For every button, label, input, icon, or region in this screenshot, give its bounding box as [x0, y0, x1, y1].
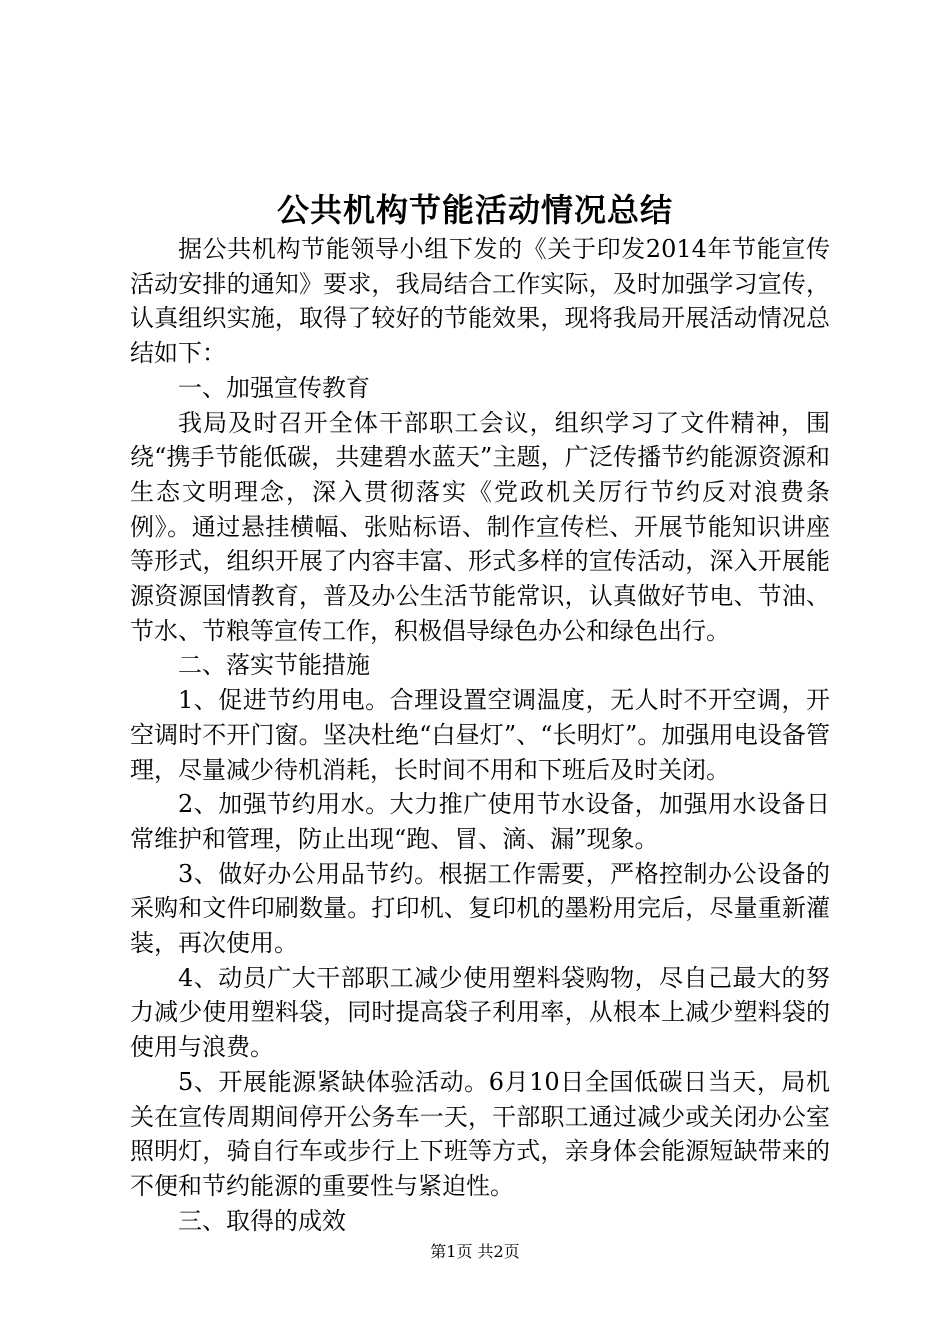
- section-heading-measures: 二、落实节能措施: [178, 651, 370, 680]
- document-title: 公共机构节能活动情况总结: [276, 191, 673, 229]
- measure-electricity-paragraph: 1、促进节约用电。合理设置空调温度，无人时不开空调，开空调时不开门窗。坚决杜绝“白昼灯”、“长明灯”。加强用电设备管理，尽量减少待机消耗，长时间不用和下班后及时关闭。: [130, 686, 830, 784]
- measure-office-supplies-paragraph: 3、做好办公用品节约。根据工作需要，严格控制办公设备的采购和文件印刷数量。打印机、复印机的墨粉用完后，尽量重新灌装，再次使用。: [130, 859, 830, 958]
- intro-paragraph: 据公共机构节能领导小组下发的《关于印发2014年节能宣传活动安排的通知》要求，我局结合工作实际，及时加强学习宣传，认真组织实施，取得了较好的节能效果，现将我局开展活动情况总结如下：: [130, 235, 830, 368]
- publicity-paragraph: 我局及时召开全体干部职工会议，组织学习了文件精神，围绕“携手节能低碳，共建碧水蓝天”主题，广泛传播节约能源资源和生态文明理念，深入贯彻落实《党政机关厉行节约反对浪费条例》。通过悬挂横幅、张贴标语、制作宣传栏、开展节能知识讲座等形式，组织开展了内容丰富、形式多样的宣传活动，深入开展能源资源国情教育，普及办公生活节能常识，认真做好节电、节油、节水、节粮等宣传工作，积极倡导绿色办公和绿色出行。: [130, 408, 830, 645]
- page-footer: 第1页 共2页: [430, 1242, 520, 1261]
- measure-energy-shortage-paragraph: 5、开展能源紧缺体验活动。6月10日全国低碳日当天，局机关在宣传周期间停开公务车一天，干部职工通过减少或关闭办公室照明灯，骑自行车或步行上下班等方式，亲身体会能源短缺带来的不便和节约能源的重要性与紧迫性。: [130, 1067, 830, 1200]
- section-heading-results: 三、取得的成效: [178, 1206, 346, 1235]
- measure-plastic-bags-paragraph: 4、动员广大干部职工减少使用塑料袋购物，尽自己最大的努力减少使用塑料袋，同时提高袋子利用率，从根本上减少塑料袋的使用与浪费。: [130, 963, 830, 1062]
- section-heading-publicity: 一、加强宣传教育: [178, 373, 370, 402]
- measure-water-paragraph: 2、加强节约用水。大力推广使用节水设备，加强用水设备日常维护和管理，防止出现“跑、冒、滴、漏”现象。: [130, 790, 830, 853]
- document-body: [130, 232, 830, 1238]
